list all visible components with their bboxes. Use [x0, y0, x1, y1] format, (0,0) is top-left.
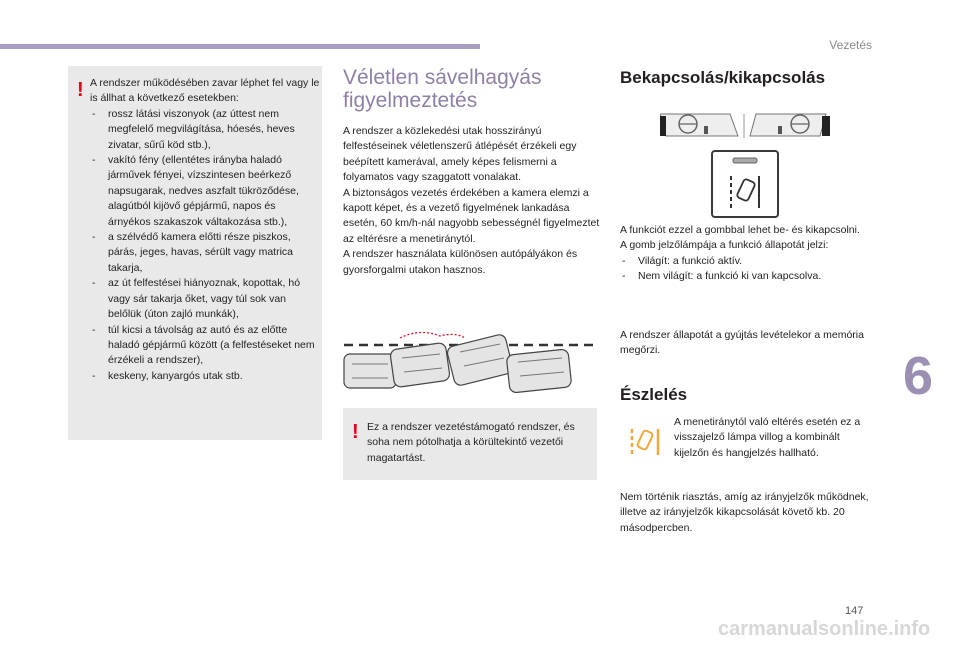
list-item: - Világít: a funkció aktív.	[620, 254, 880, 269]
warning-panel	[68, 66, 322, 440]
header-accent-bar	[0, 44, 480, 49]
title-line: figyelmeztetés	[343, 89, 478, 112]
list-item: - rossz látási viszonyok (az úttest nem megfelelő megvilágítása, hóesés, heves zivatar, sűrű köd stb.),	[90, 107, 320, 153]
watermark: carmanualsonline.info	[718, 618, 931, 640]
lane-departure-illustration	[340, 318, 602, 396]
warning-content	[90, 76, 320, 384]
warning-intro: A rendszer működésében zavar léphet fel vagy le is állhat a következő esetekben:	[90, 77, 320, 105]
paragraph: A funkciót ezzel a gombbal lehet be- és kikapcsolni.	[620, 224, 860, 236]
warning-exclamation-icon: !	[352, 421, 359, 443]
title-line: Véletlen sávelhagyás	[343, 66, 542, 89]
warning-exclamation-icon: !	[77, 79, 84, 101]
list-item: - keskeny, kanyargós utak stb.	[90, 369, 320, 384]
lane-departure-icon	[713, 152, 777, 216]
list-item: - Nem világít: a funkció ki van kapcsolva.	[620, 269, 880, 284]
paragraph: A biztonságos vezetés érdekében a kamera elemzi a kapott képet, és a vezető figyelmének lankadása esetén, 60 km/h-nál nagyobb sebességnél figyelmeztet az eltérésre a menetiránytól.	[343, 186, 600, 245]
lane-departure-body	[343, 124, 601, 278]
list-item: - az út felfestései hiányoznak, kopottak, hó vagy sár takarja őket, vagy túl sok van belőlük (úton zajló munkák),	[90, 276, 320, 322]
lane-departure-warning-icon	[628, 423, 662, 457]
dashboard-steering-wheel-icon	[660, 108, 830, 138]
detection-title: Észlelés	[620, 385, 688, 404]
activation-title: Bekapcsolás/kikapcsolás	[620, 68, 826, 87]
paragraph: A gomb jelzőlámpája a funkció állapotát jelzi:	[620, 239, 829, 252]
lane-departure-title	[343, 66, 593, 112]
chapter-number: 6	[903, 346, 934, 406]
list-item: - a szélvédő kamera előtti része piszkos, párás, jeges, havas, sérült vagy matrica takarja,	[90, 230, 320, 276]
page-number: 147	[845, 605, 864, 617]
list-item: - vakító fény (ellentétes irányba haladó járművek fényei, vízszintesen beérkező napsugarak, nedves aszfalt tükröződése, alagútból kijövő gépjármű, napos és árnyékos szakaszok váltakozása stb.),	[90, 153, 320, 230]
memory-paragraph: A rendszer állapotát a gyújtás levételekor a memória megőrzi.	[620, 329, 864, 357]
paragraph: A rendszer használata különösen autópályákon és gyorsforgalmi utakon hasznos.	[343, 248, 578, 276]
note-text: Ez a rendszer vezetéstámogató rendszer, és soha nem pótolhatja a körültekintő vezetői magatartást.	[367, 421, 575, 464]
warning-list	[90, 107, 320, 384]
list-item: - túl kicsi a távolság az autó és az előtte haladó gépjármű között (a felfestéseket nem érzékeli a rendszer),	[90, 323, 320, 369]
paragraph: A rendszer a közlekedési utak hosszirányú felfestéseinek véletlenszerű átlépését érzékeli egy beépített kamerával, amely képes felismerni a folyamatos vagy szaggatott vonalakat.	[343, 125, 577, 184]
indicator-paragraph: Nem történik riasztás, amíg az irányjelzők működnek, illetve az irányjelzők kikapcsolását követő kb. 20 másodpercben.	[620, 491, 869, 534]
status-list	[620, 254, 880, 285]
activation-body	[620, 223, 880, 285]
section-title: Vezetés	[829, 38, 872, 52]
note-panel	[343, 408, 597, 480]
lane-assist-button-icon	[711, 150, 779, 218]
detection-paragraph: A menetiránytól való eltérés esetén ez a visszajelző lámpa villog a kombinált kijelzőn és hangjelzés hallható.	[674, 416, 861, 459]
